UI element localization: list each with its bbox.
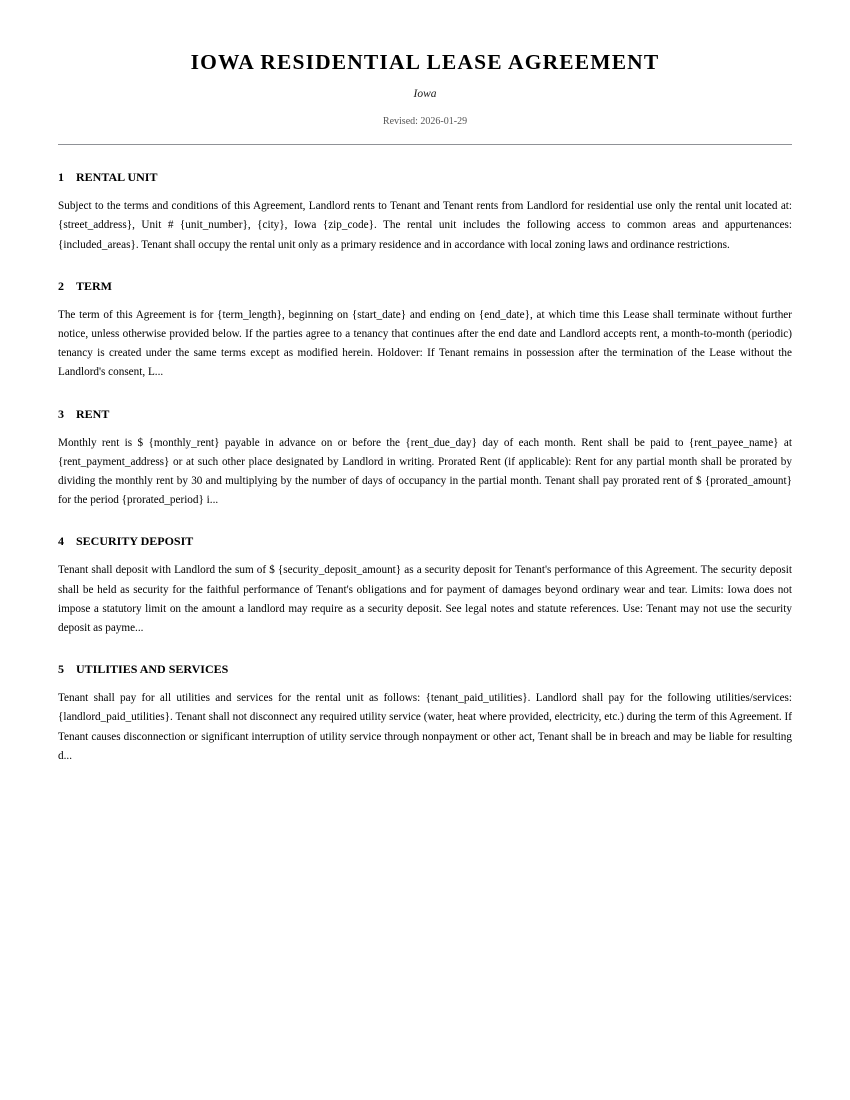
- document-subtitle-jurisdiction: Iowa: [413, 88, 437, 101]
- section-utilities-and-services: [58, 662, 792, 766]
- section-heading: [58, 170, 792, 185]
- section-rental-unit: [58, 170, 792, 255]
- section-number: 2: [58, 278, 64, 293]
- document-revised-date: Revised: 2026-01-29: [382, 116, 468, 128]
- section-title: UTILITIES AND SERVICES: [76, 662, 229, 677]
- document-body: [58, 0, 792, 766]
- section-heading: [58, 662, 792, 677]
- masthead-divider: [58, 144, 792, 145]
- section-term: [58, 279, 792, 383]
- section-number: 5: [58, 662, 64, 677]
- section-security-deposit: [58, 534, 792, 638]
- section-number: 3: [58, 406, 64, 421]
- section-title: SECURITY DEPOSIT: [76, 534, 194, 549]
- section-paragraph: Subject to the terms and conditions of this Agreement, Landlord rents to Tenant and Tenant rents from Landlord for residential use only the rental unit located at: {street_address}, Unit # {unit_number}, {city}, Iowa {zip_code}. The rental unit includes the following access to common areas and appurtenances: {included_areas}. Tenant shall occupy the rental unit only as a primary residence and in accordance with local zoning laws and ordinance restrictions.: [58, 200, 792, 251]
- page-title: IOWA RESIDENTIAL LEASE AGREEMENT: [190, 50, 660, 74]
- section-number: 4: [58, 534, 64, 549]
- section-paragraph: Tenant shall deposit with Landlord the sum of $ {security_deposit_amount} as a security deposit for Tenant's performance of this Agreement. The security deposit shall be held as security for the faithful performance of Tenant's obligations and for payment of damages beyond ordinary wear and tear. Limits: Iowa does not impose a statutory limit on the amount a landlord may require as a security deposit. See legal notes and statute references. Use: Tenant may not use the security deposit as payme...: [58, 564, 792, 634]
- section-heading: [58, 534, 792, 549]
- section-heading: [58, 279, 792, 294]
- section-rent: [58, 407, 792, 511]
- document-masthead: [58, 50, 792, 145]
- document-sections: [58, 170, 792, 766]
- section-title: RENT: [76, 406, 110, 421]
- section-paragraph: The term of this Agreement is for {term_length}, beginning on {start_date} and ending on {end_date}, at which time this Lease shall terminate without further notice, unless otherwise provided below. If the parties agree to a tenancy that continues after the end date and Landlord accepts rent, a month-to-month (periodic) tenancy is created under the same terms except as modified herein. Holdover: If Tenant remains in possession after the termination of the Lease without the Landlord's consent, L...: [58, 308, 792, 379]
- section-title: TERM: [76, 278, 112, 293]
- section-heading: [58, 407, 792, 422]
- section-paragraph: Monthly rent is $ {monthly_rent} payable in advance on or before the {rent_due_day} day of each month. Rent shall be paid to {rent_payee_name} at {rent_payment_address} or at such other place designated by Landlord in writing. Prorated Rent (if applicable): Rent for any partial month shall be prorated by dividing the monthly rent by 30 and multiplying by the number of days of occupancy in the partial month. Tenant shall pay prorated rent of $ {prorated_amount} for the period {prorated_period} i...: [58, 436, 792, 507]
- section-number: 1: [58, 170, 64, 185]
- section-title: RENTAL UNIT: [76, 170, 158, 185]
- section-paragraph: Tenant shall pay for all utilities and services for the rental unit as follows: {tenant_paid_utilities}. Landlord shall pay for the following utilities/services: {landlord_paid_utilities}. Tenant shall not disconnect any required utility service (water, heat where provided, electricity, etc.) during the term of this Agreement. If Tenant causes disconnection or significant interruption of utility service through nonpayment or other act, Tenant shall be in breach and may be liable for resulting d...: [58, 692, 792, 762]
